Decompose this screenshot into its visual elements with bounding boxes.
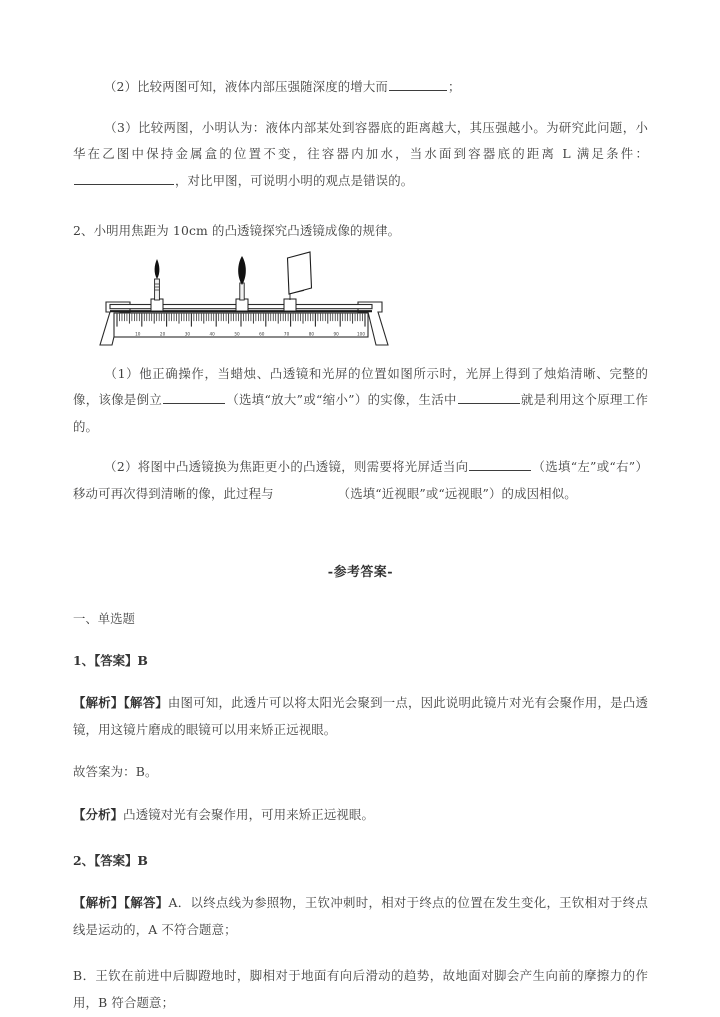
ruler-tick-label: 80 [308, 330, 315, 336]
answer-item-1-header [73, 648, 648, 674]
answer-2-analysis-lead: 【解析】【解答】 [73, 895, 169, 910]
answer-1-conclusion: 故答案为：B。 [73, 764, 158, 779]
ruler-tick-label: 60 [259, 330, 265, 336]
q2p2-line-2b: （选填“近视眼”或“远视眼”）的成因相似。 [337, 485, 577, 501]
q1p3-line-1: （3）比较两图，小明认为：液体内部某处到容器底的距离越大，其压强越小。为研究此问题，小 [104, 119, 648, 135]
light-screen-object [284, 252, 312, 311]
ruler-tick-label: 20 [159, 330, 166, 336]
answer-1-note-lead: 【分析】 [73, 806, 124, 822]
question-2-stem: 2、小明用焦距为 10cm 的凸透镜探究凸透镜成像的规律。 [73, 223, 401, 238]
q1p2-text-before: （2）比较两图可知，液体内部压强随深度的增大而 [104, 79, 388, 94]
answer-2-option-a [73, 890, 648, 943]
answer-blank[interactable] [163, 390, 225, 404]
ruler-tick-label: 10 [135, 330, 141, 336]
answer-blank[interactable] [275, 485, 337, 498]
page-content [73, 74, 648, 1016]
q1p3-line-2-before: 华在乙图中保持金属盒的位置不变，往容器内加水，当水面到容器底的距离 L 满足条件： [73, 146, 648, 161]
convex-lens-object [236, 256, 248, 311]
optical-bench-svg [96, 249, 391, 359]
answer-1-analysis-line-2: 透镜，用这镜片磨成的眼镜可以用来矫正远视眼。 [73, 695, 649, 737]
ruler-tick-label: 30 [184, 330, 191, 336]
q2p1-line-2c: 就是利用这个原理工作的。 [73, 392, 649, 434]
answer-2-option-b [73, 963, 648, 1016]
ruler-tick-label: 50 [234, 330, 240, 336]
question-2-part-1 [73, 361, 648, 441]
answer-blank[interactable] [469, 457, 531, 471]
answer-1-label: 【答案】 [94, 653, 138, 668]
q2p2-line-1a: （2）将图中凸透镜换为焦距更小的凸透镜，则需要将光屏适当向 [104, 459, 469, 474]
q2p2-line-2a: 移动可再次得到清晰的像，此过程与 [73, 485, 274, 501]
answer-1-note-text: 凸透镜对光有会聚作用，可用来矫正远视眼。 [123, 806, 374, 822]
answer-2-option-a-line-1: A．以终点线为参照物，王钦冲刺时，相对于终点的位置在发生变化，王钦相对于终 [168, 895, 636, 910]
ruler-tick-label: 90 [333, 330, 339, 336]
answer-2-label: 【答案】 [94, 853, 138, 868]
q2p1-line-2a: 该像是倒立 [98, 392, 163, 407]
ruler-tick-label: 70 [283, 330, 290, 336]
answer-2-option-a-line-2: 点线是运动的，A 不符合题意； [73, 895, 649, 937]
answer-blank[interactable] [389, 77, 447, 91]
ruler-tick-label: 100 [357, 330, 365, 336]
ruler-tick-label: 40 [209, 330, 215, 336]
q1p3-line-2-after: ， [175, 172, 188, 188]
answers-section-title: -参考答案- [327, 565, 394, 580]
q2p1-line-2b: （选填“放大”或“缩小”）的实像，生活中 [226, 392, 457, 407]
answer-1-analysis-lead: 【解析】【解答】 [73, 695, 168, 710]
q1p2-text-after: ； [447, 79, 461, 94]
answer-1-note [73, 802, 648, 829]
answer-2-option-b-line-1: B．王钦在前进中后脚蹬地时，脚相对于地面有向后滑动的趋势，故地面对脚会产生向前的摩擦力的作 [73, 968, 648, 983]
answer-2-value: B [137, 853, 148, 868]
answer-blank[interactable] [74, 171, 174, 185]
answers-section-label: 一、单选题 [73, 611, 135, 626]
q2p1-line-1: （1）他正确操作，当蜡烛、凸透镜和光屏的位置如图所示时，光屏上得到了烛焰清晰、完整的像， [73, 365, 648, 407]
question-1-part-3 [73, 115, 648, 195]
answer-1-number: 1、 [73, 653, 95, 668]
answer-2-number: 2、 [73, 853, 95, 868]
optical-bench-figure [73, 249, 648, 361]
question-2-part-2 [73, 454, 648, 507]
answer-2-option-b-line-2: 用，B 符合题意； [73, 994, 175, 1010]
answer-blank[interactable] [458, 390, 520, 404]
candle-object [151, 259, 163, 311]
question-1-part-2 [73, 74, 648, 101]
answer-1-value: B [137, 653, 148, 668]
q1p3-line-3: 对比甲图，可说明小明的观点是错误的。 [187, 172, 414, 188]
answer-1-analysis [73, 690, 648, 743]
answer-1-analysis-line-1: 由图可知，此透片可以将太阳光会聚到一点，因此说明此镜片对光有会聚作用，是凸 [167, 695, 636, 710]
q2p2-line-1b: （选填“左”或“右”） [532, 459, 649, 474]
answer-item-2-header [73, 848, 648, 874]
